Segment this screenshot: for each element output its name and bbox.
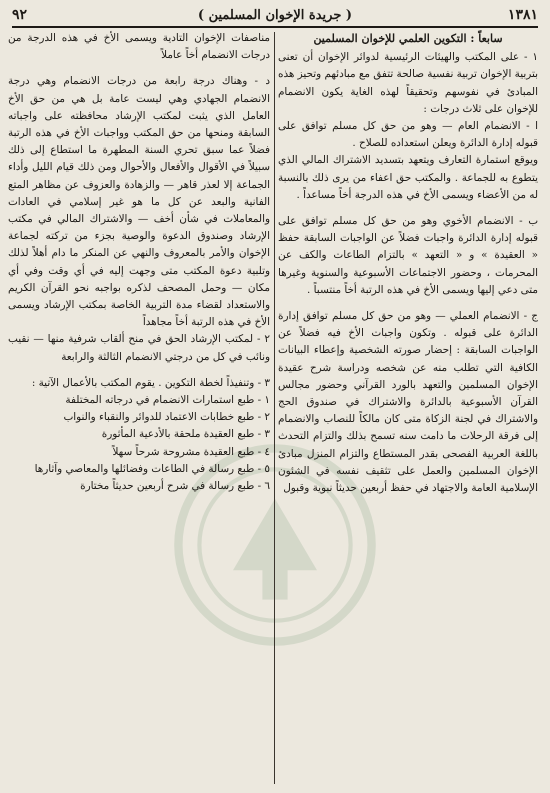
- page-number: ٩٢: [12, 7, 28, 23]
- paragraph-active-membership: ج - الانضمام العملي — وهو من حق كل مسلم توافق إدارة الدائرة على قبوله . وتكون واجبات الأخ فيه فضلاً عن الواجبات السابقة : إحضار صورته الشخصية وإعطاء البيانات الكافية التي تطلب منه عن شخصه ودراسة شرح عقيدة الإخوان المسلمين والتعهد بالورد القرآني وحضور مجالس القرآن الأسبوعية بالدائرة والاشتراك في صندوق الحج والاشتراك في لجنة الزكاة متى كان مالكاً للنصاب والانضمام إلى فرقة الرحلات ما دامت سنه تسمح بذلك والتزام التحدث باللغة العربية الفصحى بقدر المستطاع والتزام المنزل مبادئ الإخوان المسلمين والعمل على تثقيف نفسه في الشئون الإسلامية العامة والاجتهاد في حفظ أربعين حديثاً نبوية وقبول: [278, 310, 538, 495]
- list-item: ٢ - طبع خطابات الاعتماد للدوائر والنقباء والنواب: [63, 411, 270, 424]
- newspaper-title: ( جريدة الإخوان المسلمين ): [197, 7, 353, 23]
- paragraph-brotherly-membership: ب - الانضمام الأخوي وهو من حق كل مسلم توافق على قبوله إدارة الدائرة واجبات فضلاً عن الواجبات السابقة حفظ « العقيدة » و « التعهد » بالتزام الطاعات والكف عن المحرمات ، وحضور الاجتماعات الأسبوعية والسنوية وغيرها متى دعي إليها ويسمى الأخ في هذه الرتبة أخاً منتسباً .: [278, 215, 538, 296]
- paragraph-office-tasks: ٣ - وتنفيذاً لخطة التكوين . يقوم المكتب بالأعمال الآتية :: [31, 376, 270, 389]
- year-label: ١٣٨١: [507, 7, 538, 23]
- paragraph-jihadi-membership: د - وهناك درجة رابعة من درجات الانضمام وهي درجة الانضمام الجهادي وهي ليست عامة بل هي من حق الأخ العامل الذي يثبت لمكتب الإرشاد محافظته على واجباته السابقة ومنحها من حق المكتب وواجبات الأخ في هذه الرتبة فضلاً عما سبق تحري السنة المطهرة ما استطاع إلى ذلك سبيلاً في الأقوال والأفعال والأحوال ومن ذلك قيام الليل وأداء الجماعة إلا لعذر قاهر — والزهادة والعزوف عن مظاهر المتع الفانية والبعد عن كل ما هو غير إسلامي في العادات والمعاملات في شأن أخف — والاشتراك المالي في مكتب الإرشاد وصندوق الدعوة والوصية بجزء من تركته لجماعة الإخوان والأمر بالمعروف والنهي عن المنكر ما دام أهلاً لذلك وتلبية دعوة المكتب متى وجهت إليه في أي وقت وفي أي مكان — وحمل المصحف لذكره بواجبه نحو القرآن الكريم والاستعداد لقضاء مدة التربية الخاصة بمكتب الإرشاد ويسمى الأخ في هذه الرتبة أخاً مجاهداً: [8, 75, 270, 329]
- right-column: [278, 30, 538, 788]
- paragraph-intro: ١ - على المكتب والهيئات الرئيسية لدوائر الإخوان أن تعنى بتربية الإخوان تربية نفسية صالحة تتفق مع مبادئهم وتحيز هذه المبادئ في نفوسهم وتحقيقاً لهذه الغاية يكون الانضمام للإخوان على ثلاث درجات :: [278, 51, 538, 115]
- paragraph-continuation: مناصفات الإخوان التادية ويسمى الأخ في هذه الدرجة من درجات الانضمام أخاً عاملاً: [8, 32, 270, 62]
- list-item: ٤ - طبع العقيدة مشروحة شرحاً سهلاً: [112, 445, 270, 458]
- list-item: ١ - طبع استمارات الانضمام في درجاته المختلفة: [65, 394, 270, 407]
- section-title: سابعاً : التكوين العلمي للإخوان المسلمين: [313, 32, 503, 45]
- list-item: ٥ - طبع رسالة في الطاعات وفضائلها والمعاصي وآثارها: [34, 462, 270, 475]
- left-column: [8, 30, 270, 788]
- list-item: ٦ - طبع رسالة في شرح أربعين حديثاً مختارة: [80, 480, 270, 493]
- paragraph-general-membership-cont: ويوقع استمارة التعارف ويتعهد بتسديد الاشتراك المالي الذي يتطوع به للجماعة . والمكتب حق اعفاء من يرى ذلك بالنسبة له من الأعضاء ويسمى الأخ في هذه الدرجة أخاً مساعداً .: [278, 154, 538, 201]
- list-item: ٣ - طبع العقيدة ملحقة بالأدعية المأثورة: [101, 428, 270, 441]
- paragraph-honorary-titles: ٢ - لمكتب الإرشاد الحق في منح ألقاب شرفية منها — نقيب ونائب في كل من درجتي الانضمام الثالثة والرابعة: [8, 333, 270, 363]
- paragraph-general-membership: ا - الانضمام العام — وهو من حق كل مسلم توافق على قبوله إدارة الدائرة ويعلن استعداده للصلاح .: [278, 120, 538, 150]
- column-divider: [274, 32, 275, 784]
- page-header: [12, 4, 538, 28]
